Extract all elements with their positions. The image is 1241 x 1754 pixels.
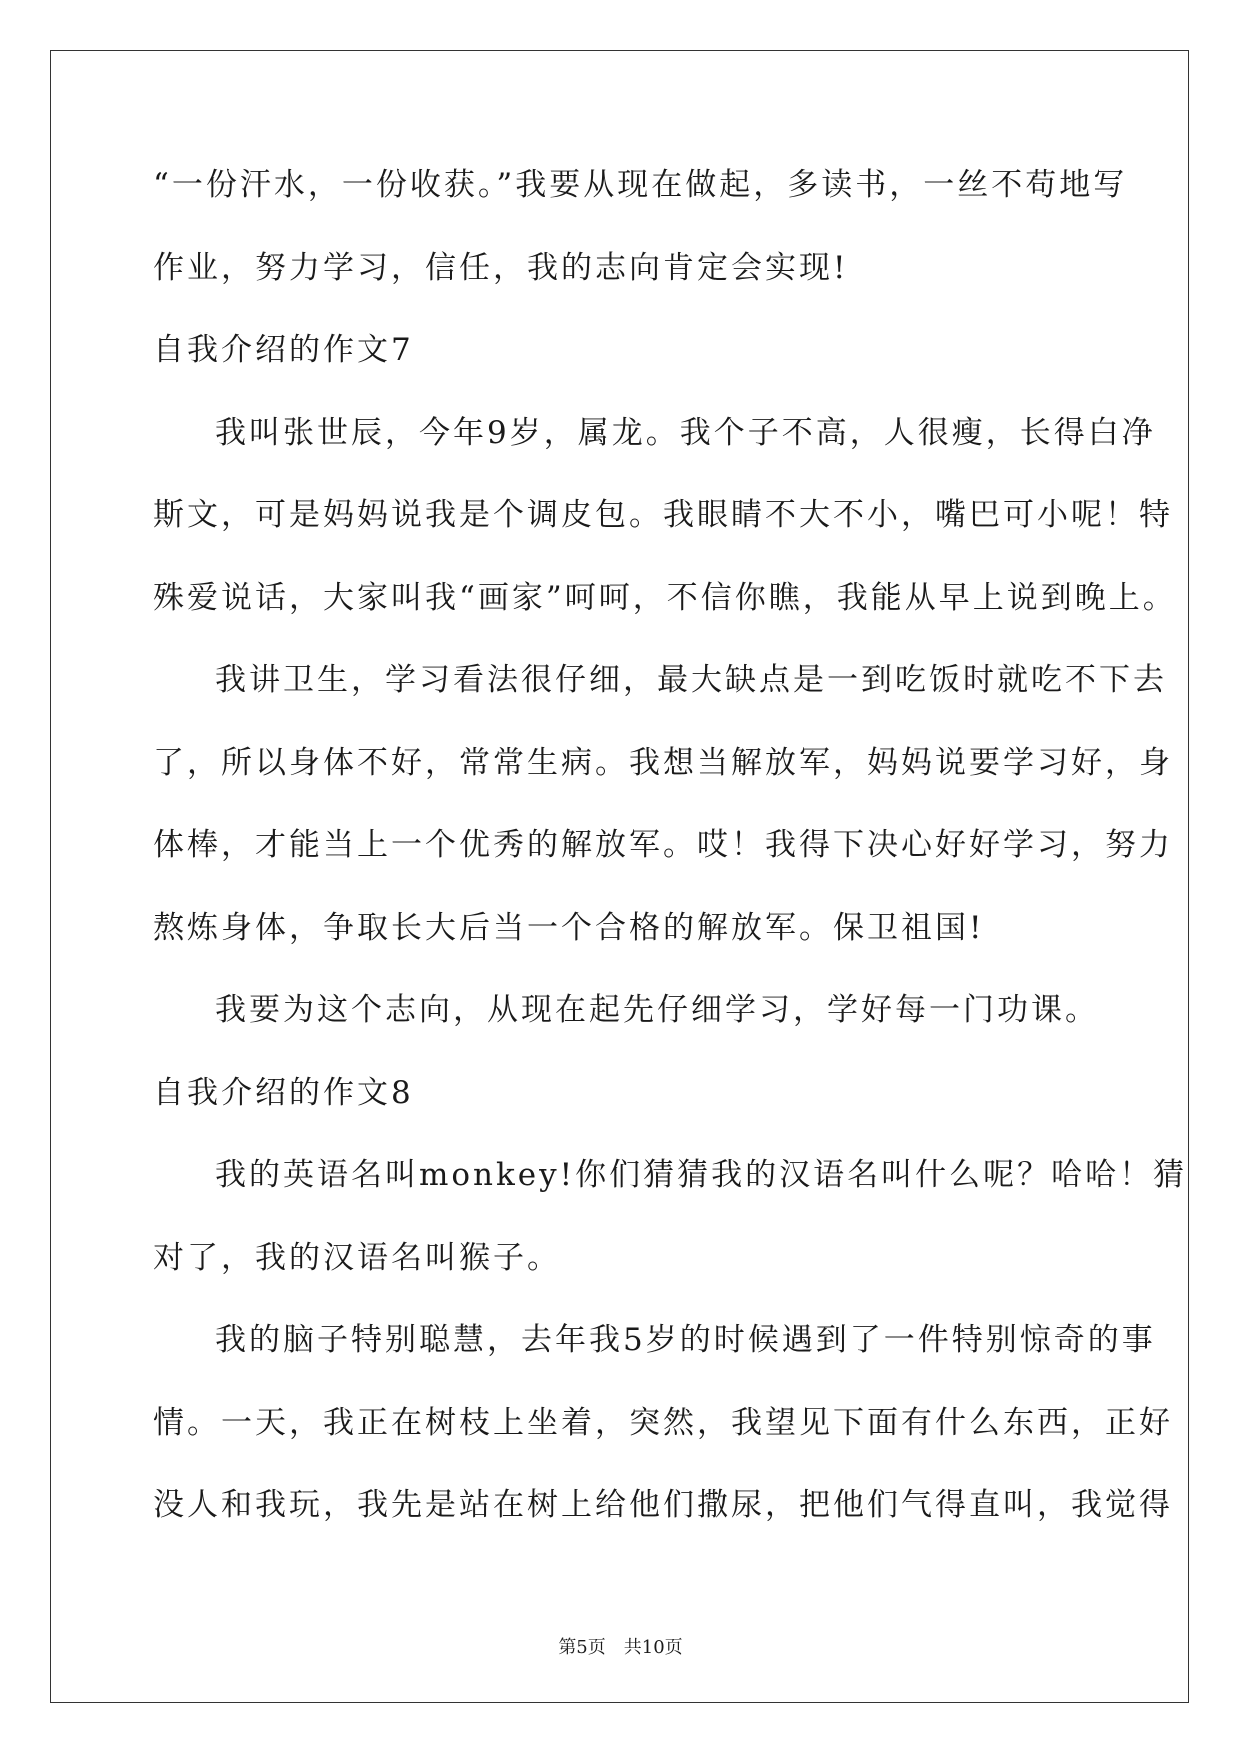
text-line: 了，所以身体不好，常常生病。我想当解放军，妈妈说要学习好，身 <box>153 744 1173 781</box>
text-line: 我叫张世辰，今年9岁，属龙。我个子不高，人很瘦，长得白净 <box>215 414 1156 451</box>
text-line: 我的脑子特别聪慧，去年我5岁的时候遇到了一件特别惊奇的事 <box>215 1322 1156 1358</box>
text-line: 情。一天，我正在树枝上坐着，突然，我望见下面有什么东西，正好 <box>153 1404 1173 1441</box>
text-line: 自我介绍的作文7 <box>153 332 414 368</box>
document-body <box>153 160 1188 1563</box>
text-line: 体棒，才能当上一个优秀的解放军。哎！我得下决心好好学习，努力 <box>153 827 1173 863</box>
text-line: 熬炼身体，争取长大后当一个合格的解放军。保卫祖国! <box>153 909 985 946</box>
text-line: 殊爱说话，大家叫我“画家”呵呵，不信你瞧，我能从早上说到晚上。 <box>153 579 1177 616</box>
text-line: 没人和我玩，我先是站在树上给他们撒尿，把他们气得直叫，我觉得 <box>153 1487 1173 1523</box>
text-line: 我的英语名叫monkey!你们猜猜我的汉语名叫什么呢？哈哈！猜 <box>215 1157 1188 1193</box>
text-line: 我要为这个志向，从现在起先仔细学习，学好每一门功课。 <box>215 992 1099 1028</box>
page-footer: 第5页 共10页 <box>558 1637 683 1658</box>
text-line: 对了，我的汉语名叫猴子。 <box>153 1239 561 1276</box>
text-line: 斯文，可是妈妈说我是个调皮包。我眼睛不大不小，嘴巴可小呢！特 <box>153 497 1173 533</box>
text-line: 作业，努力学习，信任，我的志向肯定会实现! <box>153 249 849 286</box>
text-line: 自我介绍的作文8 <box>153 1074 414 1111</box>
text-line: 我讲卫生，学习看法很仔细，最大缺点是一到吃饭时就吃不下去 <box>215 662 1167 698</box>
text-line: “一份汗水，一份收获。”我要从现在做起，多读书，一丝不苟地写 <box>153 167 1128 203</box>
